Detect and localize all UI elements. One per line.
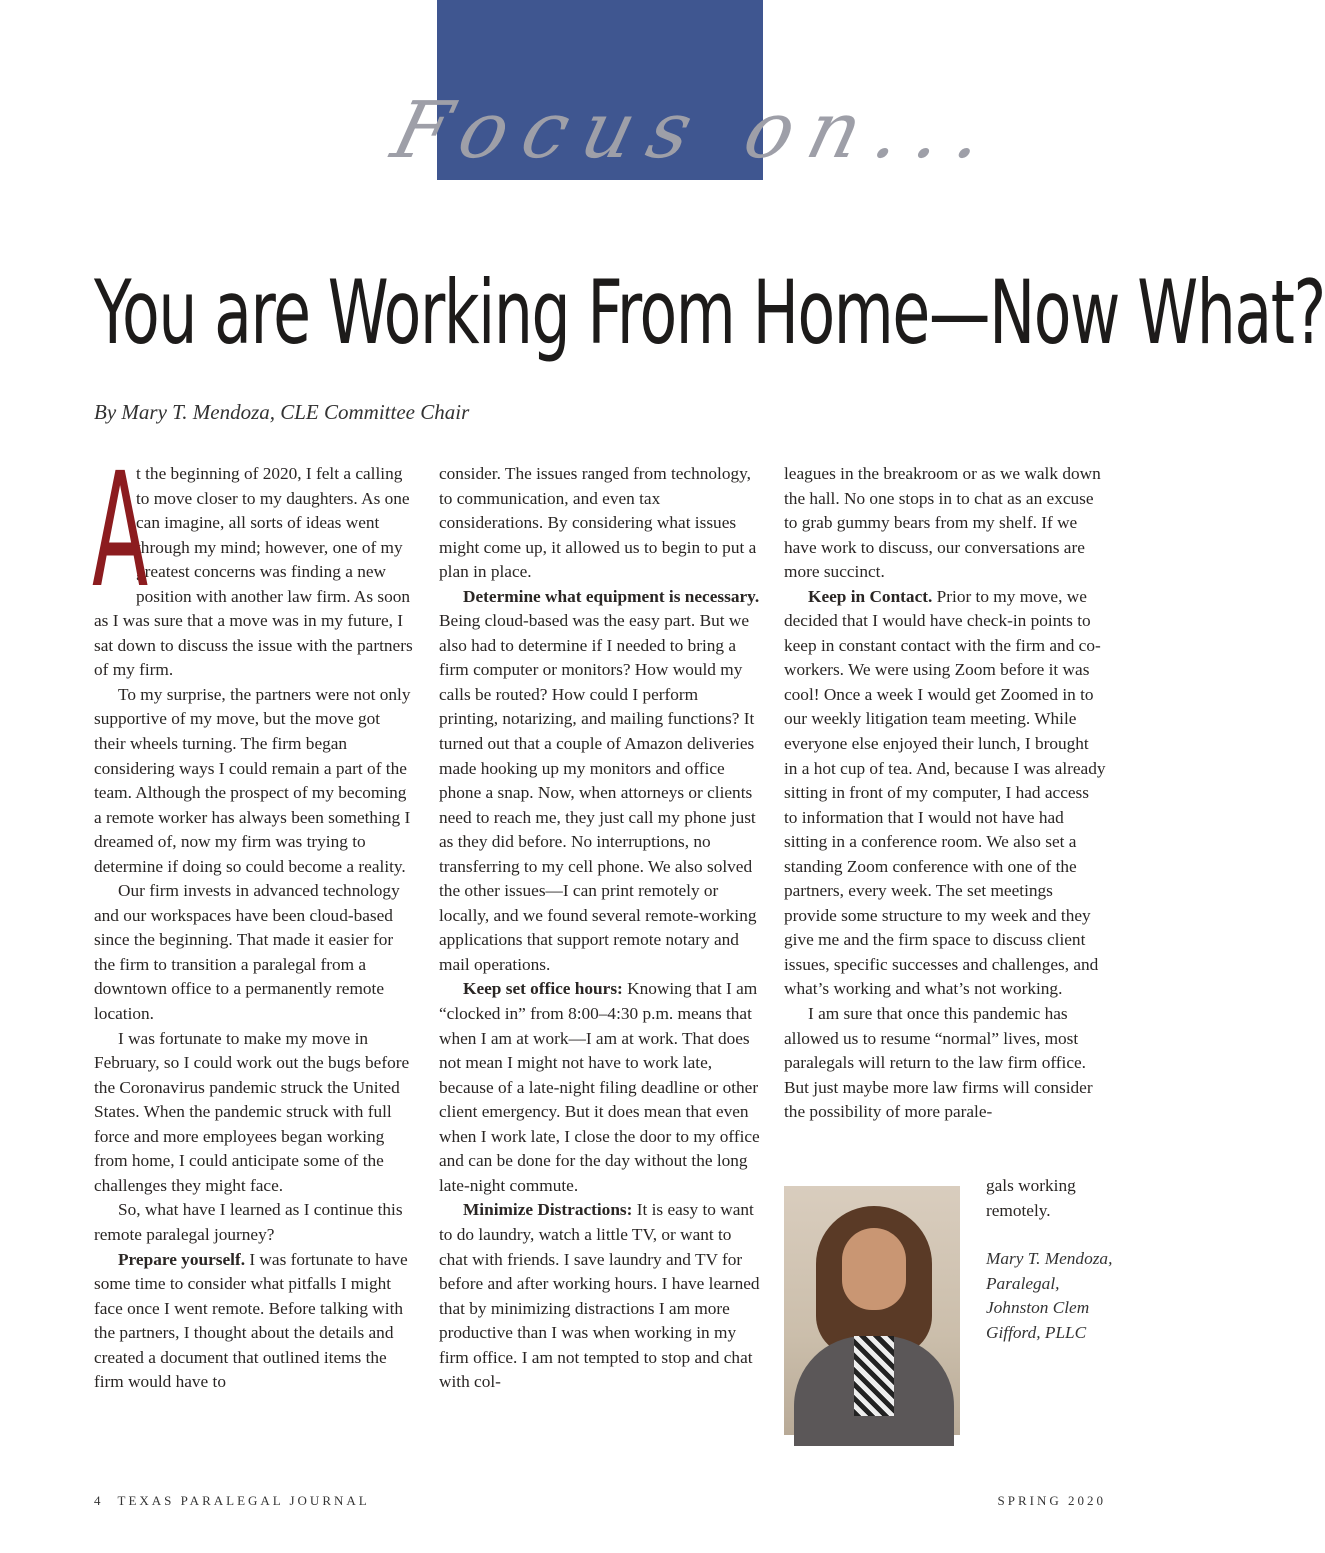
drop-cap: A (92, 439, 149, 623)
journal-name: TEXAS PARALEGAL JOURNAL (117, 1493, 370, 1508)
paragraph (439, 585, 761, 978)
paragraph: So, what have I learned as I continue this remote paralegal journey? (94, 1200, 403, 1244)
footer-left (94, 1493, 370, 1509)
paragraph-text: t the beginning of 2020, I felt a calling to move closer to my daughters. As one can imagine, all sorts of ideas went through my mind; however, one of my greatest concerns was finding a new position with another law firm. As soon as I was sure that a move was in my future, I sat down to discuss the issue with the partners of my firm. (94, 464, 413, 680)
paragraph-lead: Keep set office hours: (463, 979, 623, 999)
paragraph: To my surprise, the partners were not only supportive of my move, but the move got their wheels turning. The firm began considering ways I could remain a part of the team. Although the prospect of my becoming a remote worker has always been something I dreamed of, now my firm was trying to determine if doing so could become a reality. (94, 684, 411, 876)
photo-blouse (854, 1336, 894, 1416)
paragraph (439, 1198, 761, 1394)
paragraph: I am sure that once this pandemic has allowed us to resume “normal” lives, most paralegals will return to the law firm office. But just maybe more law firms will consider the possibility of more parale- (784, 1004, 1093, 1122)
issue-date: SPRING 2020 (997, 1493, 1106, 1508)
photo-caption: Mary T. Mendoza, Paralegal, Johnston Clem Gifford, PLLC (986, 1249, 1113, 1342)
paragraph-lead: Prepare yourself. (118, 1249, 246, 1269)
column-3 (784, 462, 1106, 1125)
paragraph-lead: Minimize Distractions: (463, 1200, 633, 1220)
photo-face (842, 1228, 906, 1310)
paragraph (439, 977, 761, 1198)
paragraph-lead: Determine what equipment is necessary. (463, 586, 760, 606)
paragraph-text: It is easy to want to do laundry, watch a little TV, or want to chat with friends. I save laundry and TV for before and after working hours. I have learned that by minimizing distractions I am more productive than I was when working in my firm office. I am not tempted to stop and chat with col- (439, 1200, 760, 1392)
paragraph: leagues in the breakroom or as we walk down the hall. No one stops in to chat as an excuse to grab gummy bears from my shelf. If we have work to discuss, our conversations are more succinct. (784, 464, 1101, 582)
paragraph-text: Being cloud-based was the easy part. But we also had to determine if I needed to bring a firm computer or monitors? How would my calls be routed? How could I perform printing, notarizing, and mailing functions? It turned out that a couple of Amazon deliveries made hooking up my monitors and office phone a snap. Now, when attorneys or clients need to reach me, they just call my phone just as they did before. No interruptions, no transferring to my cell phone. We also solved the other issues—I can print remotely or locally, and we found several remote-working applications that support remote notary and mail operations. (439, 611, 757, 974)
page-number: 4 (94, 1493, 104, 1508)
author-photo (784, 1186, 960, 1435)
paragraph: consider. The issues ranged from technology, to communication, and even tax considerations. By considering what issues might come up, it allowed us to begin to put a plan in place. (439, 464, 757, 582)
column-2 (439, 462, 761, 1395)
paragraph: Our firm invests in advanced technology and our workspaces have been cloud-based since the beginning. That made it easier for the firm to transition a paralegal from a downtown office to a permanently remote location. (94, 881, 400, 1024)
paragraph (94, 1248, 416, 1395)
paragraph-continuation: gals working remotely. (986, 1176, 1076, 1220)
byline: By Mary T. Mendoza, CLE Committee Chair (94, 400, 470, 424)
paragraph: I was fortunate to make my move in February, so I could work out the bugs before the Coronavirus pandemic struck the United States. When the pandemic struck with full force and more employees began working from home, I could anticipate some of the challenges they might face. (94, 1028, 410, 1195)
paragraph-text: Knowing that I am “clocked in” from 8:00–4:30 p.m. means that when I am at work—I am at work. That does not mean I might not have to work late, because of a late-night filing deadline or other client emergency. But it does mean that even when I work late, I close the door to my office and can be done for the day without the long late-night commute. (439, 979, 760, 1195)
article-title: You are Working From Home—Now What? (94, 261, 1325, 364)
paragraph (92, 439, 416, 683)
paragraph-text: Prior to my move, we decided that I would have check-in points to keep in constant contact with the firm and co-workers. We were using Zoom before it was cool! Once a week I would get Zoomed in to our weekly litigation team meeting. While everyone else enjoyed their lunch, I brought in a hot cup of tea. And, because I was already sitting in front of my computer, I had access to information that I would not have had sitting in a conference room. We also set a standing Zoom conference with one of the partners, every week. The set meetings provide some structure to my week and they give me and the firm space to discuss client issues, specific successes and challenges, and what’s working and what’s not working. (784, 586, 1106, 999)
paragraph-text: I was fortunate to have some time to consider what pitfalls I might face once I went remote. Before talking with the partners, I thought about the details and created a document that outlined items the firm would have to (94, 1249, 408, 1392)
focus-on-heading: Focus on... (383, 86, 1010, 176)
paragraph (784, 585, 1106, 1002)
paragraph-lead: Keep in Contact. (808, 586, 933, 606)
column-1 (92, 439, 416, 1395)
